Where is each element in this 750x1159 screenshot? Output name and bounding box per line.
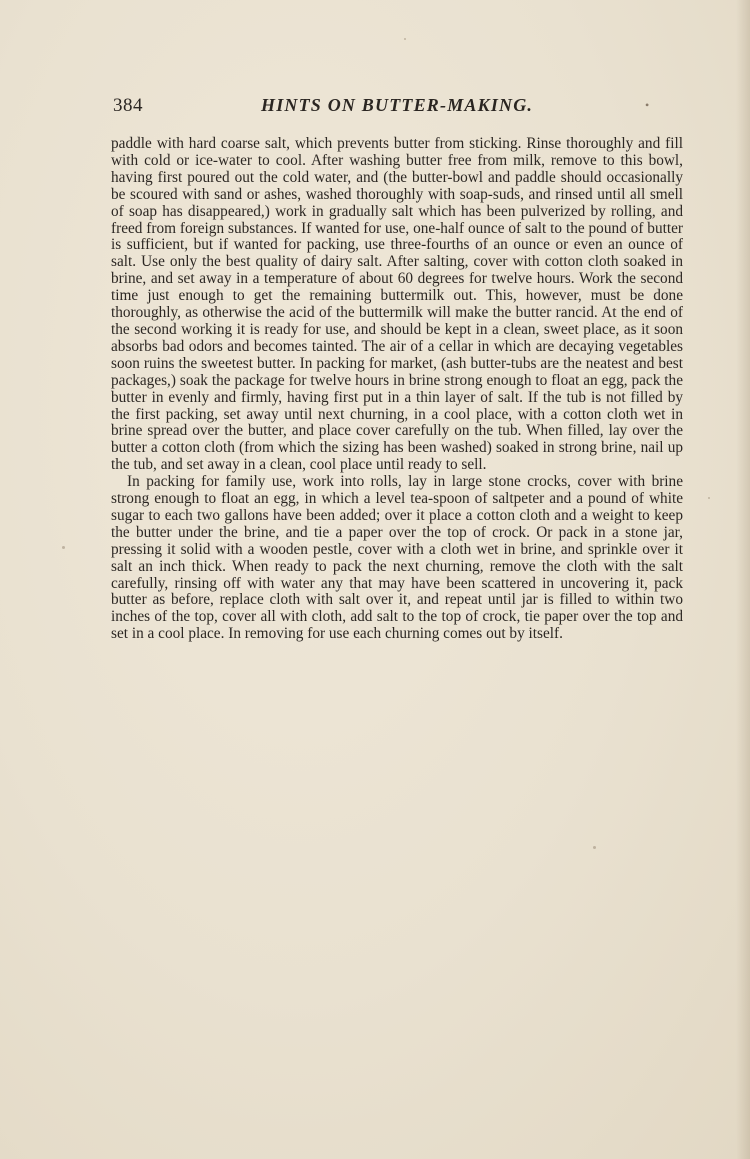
page-number: 384 — [113, 95, 143, 116]
ink-speck: • — [645, 98, 650, 112]
paragraph: In packing for family use, work into rolls, lay in large stone crocks, cover with brine strong enough to float an egg, in which a level tea-spoon of saltpeter and a pound of white sugar to each two gallons have been added; over it place a cotton cloth and a weight to keep the butter under the brine, and tie a paper over the top of crock. Or pack in a stone jar, pressing it solid with a wooden pestle, cover with a cloth wet in brine, and sprinkle over it salt an inch thick. When ready to pack the next churning, remove the cloth with the salt carefully, rinsing off with water any that may have been scattered in uncovering it, pack butter as before, replace cloth with salt over it, and repeat until jar is filled to within two inches of the top, cover all with cloth, add salt to the top of crock, tie paper over the top and set in a cool place. In removing for use each churning comes out by itself. — [111, 473, 683, 643]
page-body — [111, 136, 683, 643]
running-title: HINTS ON BUTTER-MAKING. — [261, 95, 534, 115]
paper-speck — [404, 38, 406, 40]
page-edge-shadow — [736, 0, 750, 1159]
paragraph: paddle with hard coarse salt, which prevents butter from sticking. Rinse thoroughly and fill with cold or ice-water to cool. After washing butter free from milk, remove to this bowl, having first poured out the cold water, and (the butter-bowl and paddle should occasionally be scoured with sand or ashes, washed thoroughly with soap-suds, and rinsed until all smell of soap has disappeared,) work in gradually salt which has been pulverized by rolling, and freed from foreign substances. If wanted for use, one-half ounce of salt to the pound of butter is sufficient, but if wanted for packing, use three-fourths of an ounce or even an ounce of salt. Use only the best quality of dairy salt. After salting, cover with cotton cloth soaked in brine, and set away in a temperature of about 60 degrees for twelve hours. Work the second time just enough to get the remaining buttermilk out. This, however, must be done thoroughly, as otherwise the acid of the buttermilk will make the butter rancid. At the end of the second working it is ready for use, and should be kept in a clean, sweet place, as it soon absorbs bad odors and becomes tainted. The air of a cellar in which are decaying vegetables soon ruins the sweetest butter. In packing for market, (ash butter-tubs are the neatest and best packages,) soak the package for twelve hours in brine strong enough to float an egg, pack the butter in evenly and firmly, having first put in a thin layer of salt. If the tub is not filled by the first packing, set away until next churning, in a cool place, with a cotton cloth wet in brine spread over the butter, and place cover carefully on the tub. When filled, lay over the butter a cotton cloth (from which the sizing has been washed) soaked in strong brine, nail up the tub, and set away in a clean, cool place until ready to sell. — [111, 135, 683, 474]
page-header — [113, 95, 653, 119]
paper-speck — [708, 497, 710, 499]
paper-speck — [593, 846, 596, 849]
paper-speck — [62, 546, 65, 549]
